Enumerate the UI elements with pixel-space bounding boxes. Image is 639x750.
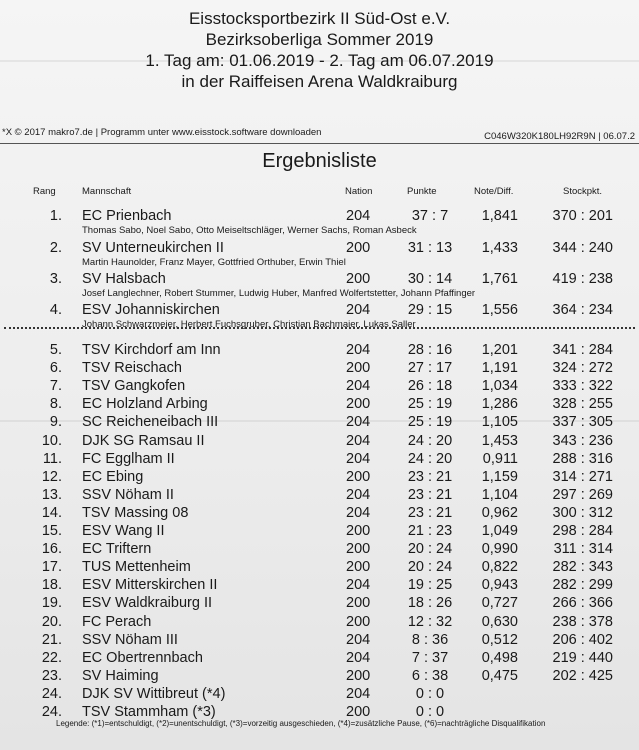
note-cell: 1,159 [481, 468, 518, 485]
table-row [0, 342, 639, 360]
team-members: Thomas Sabo, Noel Sabo, Otto Meiseltschläger, Werner Sachs, Roman Asbeck [82, 225, 417, 236]
note-cell: 1,201 [481, 342, 518, 358]
note-cell: 0,498 [481, 649, 518, 666]
header-line-1: Eisstocksportbezirk II Süd-Ost e.V. [188, 9, 451, 28]
team-cell: EC Ebing [82, 468, 144, 485]
nation-cell: 200 [346, 704, 371, 720]
points-cell: 26 : 18 [407, 378, 453, 395]
stock-points-cell: 328 : 255 [552, 396, 613, 413]
points-cell: 19 : 25 [407, 577, 453, 594]
table-row [0, 614, 639, 632]
page-title: Ergebnisliste [262, 150, 377, 172]
nation-cell: 204 [346, 631, 371, 648]
team-cell: TSV Massing 08 [82, 504, 189, 521]
nation-cell: 200 [346, 360, 371, 377]
stock-points-cell: 298 : 284 [552, 523, 613, 539]
software-credit: *X © 2017 makro7.de | Programm unter www.eisstock.software downloaden [2, 127, 322, 138]
team-cell: SV Unterneukirchen II [82, 240, 224, 256]
stock-points-cell: 370 : 201 [552, 208, 613, 224]
rank-cell: 9. [49, 414, 62, 431]
points-cell: 24 : 20 [407, 432, 453, 449]
team-cell: ESV Waldkraiburg II [82, 595, 213, 612]
document-header [0, 8, 639, 92]
note-cell: 0,962 [481, 504, 518, 521]
note-cell: 0,630 [481, 613, 518, 630]
points-cell: 24 : 20 [407, 450, 453, 467]
team-cell: ESV Mitterskirchen II [82, 577, 218, 594]
rank-cell: 15. [41, 523, 62, 539]
stock-points-cell: 202 : 425 [552, 667, 613, 684]
stock-points-cell: 333 : 322 [552, 378, 613, 395]
rank-cell: 3. [49, 271, 62, 287]
meta-bar [0, 127, 639, 143]
note-cell: 0,727 [481, 595, 518, 612]
table-row [0, 451, 639, 469]
nation-cell: 204 [346, 208, 371, 224]
team-cell: SV Halsbach [82, 271, 166, 287]
points-cell: 30 : 14 [407, 271, 453, 287]
note-cell: 1,049 [481, 523, 518, 539]
note-cell: 0,512 [481, 631, 518, 648]
note-cell: 1,104 [481, 486, 518, 503]
team-cell: EC Triftern [82, 541, 152, 558]
points-cell: 20 : 24 [407, 559, 453, 576]
rank-cell: 7. [49, 378, 62, 395]
table-row [0, 595, 639, 613]
rank-cell: 24. [41, 704, 62, 720]
rank-cell: 23. [41, 667, 62, 684]
rank-cell: 11. [42, 450, 62, 467]
team-cell: SSV Nöham II [82, 486, 174, 503]
table-row [0, 240, 639, 258]
points-cell: 18 : 26 [407, 595, 453, 612]
stock-points-cell: 238 : 378 [552, 613, 613, 630]
points-cell: 21 : 23 [407, 523, 453, 539]
stock-points-cell: 300 : 312 [552, 504, 613, 521]
column-header-note: Note/Diff. [474, 186, 514, 197]
team-cell: SSV Nöham III [82, 631, 178, 648]
table-row [0, 668, 639, 686]
note-cell: 1,453 [481, 432, 518, 449]
team-cell: TSV Kirchdorf am Inn [82, 342, 221, 358]
nation-cell: 200 [346, 541, 371, 558]
nation-cell: 200 [346, 667, 371, 684]
points-cell: 20 : 24 [407, 541, 453, 558]
column-header-stock: Stockpkt. [563, 186, 603, 197]
points-cell: 25 : 19 [407, 396, 453, 413]
nation-cell: 200 [346, 595, 371, 612]
team-cell: EC Obertrennbach [82, 649, 203, 666]
nation-cell: 204 [346, 432, 371, 449]
nation-cell: 204 [346, 504, 371, 521]
note-cell: 1,286 [481, 396, 518, 413]
stock-points-cell: 288 : 316 [552, 450, 613, 467]
points-cell: 25 : 19 [407, 414, 453, 431]
stock-points-cell: 344 : 240 [552, 240, 613, 256]
rank-cell: 22. [41, 649, 62, 666]
table-row [0, 302, 639, 320]
rank-cell: 21. [41, 631, 62, 648]
rank-cell: 14. [41, 504, 62, 521]
team-cell: ESV Wang II [82, 523, 165, 539]
note-cell: 1,556 [481, 302, 518, 318]
document-code: C046W320K180LH92R9N | 06.07.2 [484, 131, 635, 142]
team-cell: SC Reicheneibach III [82, 414, 219, 431]
table-row [0, 414, 639, 432]
nation-cell: 200 [346, 613, 371, 630]
team-cell: TUS Mettenheim [82, 559, 191, 576]
table-row [0, 523, 639, 541]
table-row [0, 433, 639, 451]
team-members: Johann Schwarzmeier, Herbert Fuchsgruber, Christian Bachmaier, Lukas Saller [82, 319, 416, 330]
legend: Legende: (*1)=entschuldigt, (*2)=unentschuldigt, (*3)=vorzeitig ausgeschieden, (*4)=zusätzliche Pause, (*6)=nachträgliche Disqualifikation [56, 719, 546, 728]
team-cell: DJK SV Wittibreut (*4) [82, 685, 226, 702]
stock-points-cell: 343 : 236 [552, 432, 613, 449]
points-cell: 23 : 21 [407, 504, 453, 521]
note-cell: 0,943 [481, 577, 518, 594]
nation-cell: 204 [346, 302, 371, 318]
rank-cell: 16. [41, 541, 62, 558]
nation-cell: 204 [346, 342, 371, 358]
note-cell: 1,433 [481, 240, 518, 256]
team-cell: TSV Gangkofen [82, 378, 186, 395]
stock-points-cell: 324 : 272 [552, 360, 613, 377]
stock-points-cell: 282 : 343 [552, 559, 613, 576]
stock-points-cell: 314 : 271 [552, 468, 613, 485]
stock-points-cell: 297 : 269 [552, 486, 613, 503]
nation-cell: 200 [346, 523, 371, 539]
team-cell: FC Perach [82, 613, 152, 630]
stock-points-cell: 282 : 299 [552, 577, 613, 594]
team-cell: DJK SG Ramsau II [82, 432, 205, 449]
stock-points-cell: 341 : 284 [552, 342, 613, 358]
rank-cell: 13. [41, 486, 62, 503]
table-row [0, 505, 639, 523]
nation-cell: 204 [346, 414, 371, 431]
team-cell: EC Prienbach [82, 208, 172, 224]
rank-cell: 1. [49, 208, 62, 224]
nation-cell: 200 [346, 396, 371, 413]
rank-cell: 2. [49, 240, 62, 256]
note-cell: 1,191 [481, 360, 518, 377]
points-cell: 12 : 32 [407, 613, 453, 630]
rank-cell: 6. [49, 360, 62, 377]
points-cell: 27 : 17 [407, 360, 453, 377]
table-row [0, 271, 639, 289]
table-row [0, 487, 639, 505]
meta-divider [0, 143, 639, 144]
team-members: Martin Haunolder, Franz Mayer, Gottfried Orthuber, Erwin Thiel [82, 257, 346, 268]
column-header-rank: Rang [33, 186, 56, 197]
nation-cell: 204 [346, 649, 371, 666]
points-cell: 8 : 36 [411, 631, 449, 648]
rank-cell: 20. [41, 613, 62, 630]
nation-cell: 200 [346, 468, 371, 485]
team-cell: ESV Johanniskirchen [82, 302, 220, 318]
table-row [0, 541, 639, 559]
rank-cell: 8. [49, 396, 62, 413]
table-row [0, 559, 639, 577]
nation-cell: 204 [346, 486, 371, 503]
header-line-4: in der Raiffeisen Arena Waldkraiburg [181, 72, 458, 91]
stock-points-cell: 337 : 305 [552, 414, 613, 431]
team-cell: TSV Stammham (*3) [82, 704, 216, 720]
points-cell: 37 : 7 [411, 208, 449, 224]
note-cell: 1,105 [481, 414, 518, 431]
promotion-divider [4, 327, 635, 329]
stock-points-cell: 364 : 234 [552, 302, 613, 318]
nation-cell: 200 [346, 559, 371, 576]
nation-cell: 204 [346, 685, 371, 702]
points-cell: 31 : 13 [407, 240, 453, 256]
nation-cell: 204 [346, 450, 371, 467]
table-row [0, 360, 639, 378]
points-cell: 7 : 37 [411, 649, 449, 666]
points-cell: 29 : 15 [407, 302, 453, 318]
rank-cell: 24. [41, 685, 62, 702]
note-cell: 0,911 [482, 450, 518, 467]
note-cell: 0,475 [481, 667, 518, 684]
nation-cell: 200 [346, 240, 371, 256]
note-cell: 0,990 [481, 541, 518, 558]
table-row [0, 577, 639, 595]
rank-cell: 19. [41, 595, 62, 612]
stock-points-cell: 266 : 366 [552, 595, 613, 612]
table-row [0, 378, 639, 396]
points-cell: 23 : 21 [407, 486, 453, 503]
column-header-nation: Nation [345, 186, 373, 197]
stock-points-cell: 219 : 440 [552, 649, 613, 666]
table-row [0, 686, 639, 704]
table-row [0, 469, 639, 487]
column-header-team: Mannschaft [82, 186, 132, 197]
points-cell: 23 : 21 [407, 468, 453, 485]
rank-cell: 18. [41, 577, 62, 594]
team-cell: TSV Reischach [82, 360, 182, 377]
points-cell: 0 : 0 [415, 704, 445, 720]
points-cell: 28 : 16 [407, 342, 453, 358]
stock-points-cell: 419 : 238 [552, 271, 613, 287]
note-cell: 1,841 [481, 208, 518, 224]
table-row [0, 396, 639, 414]
team-cell: SV Haiming [82, 667, 159, 684]
rank-cell: 12. [41, 468, 62, 485]
nation-cell: 204 [346, 378, 371, 395]
points-cell: 6 : 38 [411, 667, 449, 684]
nation-cell: 200 [346, 271, 371, 287]
table-row [0, 208, 639, 226]
stock-points-cell: 206 : 402 [552, 631, 613, 648]
team-cell: FC Egglham II [82, 450, 175, 467]
points-cell: 0 : 0 [415, 685, 445, 702]
note-cell: 0,822 [481, 559, 518, 576]
rank-cell: 5. [49, 342, 62, 358]
header-line-3: 1. Tag am: 01.06.2019 - 2. Tag am 06.07.2019 [145, 51, 494, 70]
table-row [0, 650, 639, 668]
rank-cell: 17. [41, 559, 62, 576]
team-members: Josef Langlechner, Robert Stummer, Ludwig Huber, Manfred Wolfertstetter, Johann Pfaffinger [82, 288, 476, 299]
rank-cell: 4. [49, 302, 62, 318]
team-cell: EC Holzland Arbing [82, 396, 208, 413]
column-header-points: Punkte [407, 186, 437, 197]
header-line-2: Bezirksoberliga Sommer 2019 [205, 30, 434, 49]
nation-cell: 204 [346, 577, 371, 594]
note-cell: 1,034 [481, 378, 518, 395]
note-cell: 1,761 [481, 271, 518, 287]
stock-points-cell: 311 : 314 [553, 541, 613, 558]
rank-cell: 10. [41, 432, 62, 449]
table-row [0, 632, 639, 650]
